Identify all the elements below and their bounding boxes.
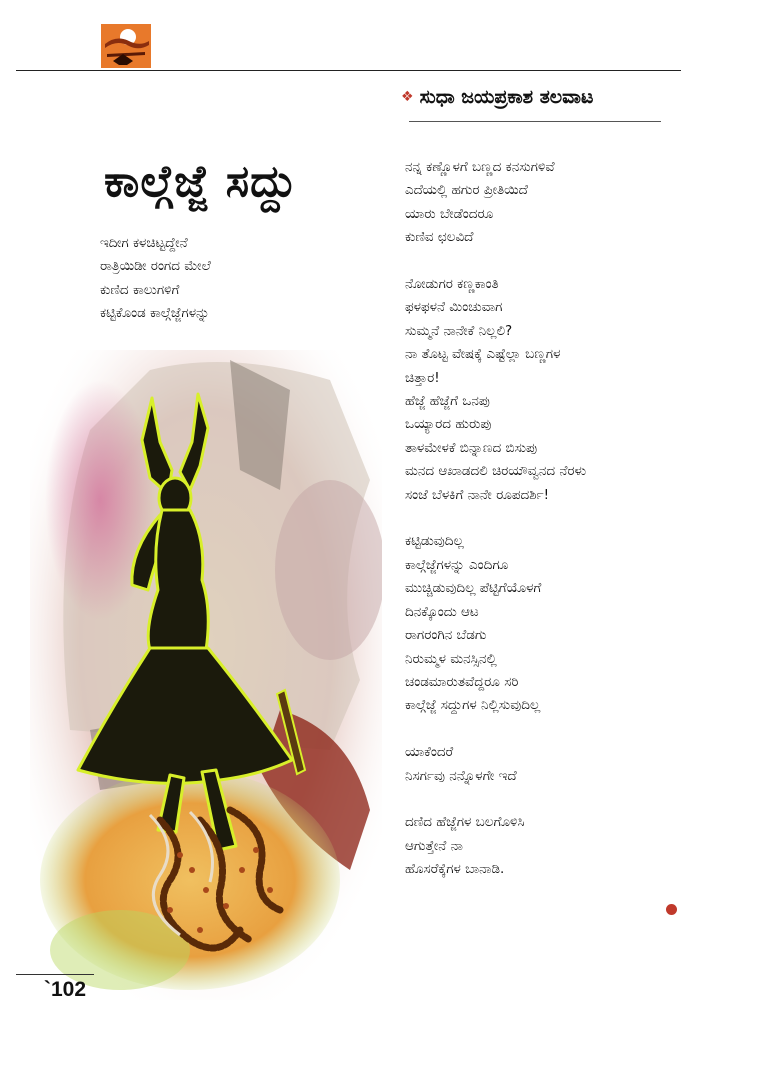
poem-line: ಚಂಡಮಾರುತವೆದ್ದರೂ ಸರಿ [405, 673, 519, 690]
poem-line: ನಾ ತೊಟ್ಟ ವೇಷಕ್ಕೆ ಎಷ್ಟೆಲ್ಲಾ ಬಣ್ಣಗಳ [405, 346, 561, 363]
poem-line: ಆಗುತ್ತೇನೆ ನಾ [405, 837, 463, 854]
poem-line: ರಾಗರಂಗಿನ ಬೆಡಗು [405, 627, 487, 644]
poem-line: ಯಾಕೆಂದರೆ [405, 744, 454, 761]
poem-line: ಕುಣಿವ ಛಲವಿದೆ [405, 229, 474, 246]
end-mark-dot-icon [666, 904, 677, 915]
poem-line: ಹೊಸರೆಕ್ಕೆಗಳ ಬಾನಾಡಿ. [405, 861, 505, 878]
poem-line: ಕಾಲ್ಗೆಜ್ಜೆ ಸದ್ದುಗಳ ನಿಲ್ಲಿಸುವುದಿಲ್ಲ [405, 697, 541, 714]
poem-line: ಒಯ್ಯಾರದ ಹುರುಪು [405, 416, 492, 433]
poem-line: ಇದೀಗ ಕಳಚಿಟ್ಟದ್ದೇನೆ [100, 235, 188, 251]
poem-line: ಕಟ್ಟಿಡುವುದಿಲ್ಲ [405, 533, 464, 550]
page-number-rule [16, 974, 94, 975]
poem-line: ಮುಚ್ಚಿಡುವುದಿಲ್ಲ ಪೆಟ್ಟಿಗೆಯೊಳಗೆ [405, 580, 542, 597]
poem-line: ನನ್ನ ಕಣ್ಣೊಳಗೆ ಬಣ್ಣದ ಕನಸುಗಳಿವೆ [405, 159, 555, 175]
poem-line: ಎದೆಯಲ್ಲಿ ಹಗುರ ಪ್ರೀತಿಯಿದೆ [405, 182, 528, 199]
poem-line: ಹೆಜ್ಜೆ ಹೆಜ್ಜೆಗೆ ಒನಪು [405, 393, 490, 410]
poem-line: ಯಾರು ಬೇಡೆಂದರೂ [405, 205, 494, 222]
poem-line: ತಾಳಮೇಳಕೆ ಬಿನ್ನಾಣದ ಬಿಸುಪು [405, 439, 538, 456]
poem-line: ಚಿತ್ತಾರ! [405, 369, 440, 386]
stanza-break [405, 718, 586, 741]
dancer-illustration [30, 350, 382, 1000]
poem-title: ಕಾಲ್ಗೆಜ್ಜೆ ಸದ್ದು [104, 156, 298, 207]
poem-line: ದಿನಕ್ಕೊಂದು ಆಟ [405, 603, 479, 620]
header-rule [16, 70, 681, 71]
poem-line: ದಣಿದ ಹೆಜ್ಜೆಗಳ ಬಲಗೊಳಿಸಿ [405, 814, 525, 831]
diamond-bullet-icon: ❖ [401, 89, 414, 105]
stanza-break [405, 250, 586, 273]
poem-line: ಕಟ್ಟಿಕೊಂಡ ಕಾಲ್ಗೆಜ್ಜೆಗಳನ್ನು [100, 305, 210, 322]
poem-line: ಕಾಲ್ಗೆಜ್ಜೆಗಳನ್ನು ಎಂದಿಗೂ [405, 556, 509, 573]
poem-line: ಮನದ ಆಖಾಡದಲಿ ಚಿರಯೌವ್ವನದ ನೆರಳು [405, 463, 587, 480]
stanza-break [405, 507, 586, 530]
poem-line: ಕುಣಿದ ಕಾಲುಗಳಿಗೆ [100, 281, 180, 298]
poem-line: ನಿರುಮ್ಮಳ ಮನಸ್ಸಿನಲ್ಲಿ [405, 650, 497, 667]
poem-line: ರಾತ್ರಿಯಿಡೀ ರಂಗದ ಮೇಲೆ [100, 258, 211, 275]
poem-line: ಸಂಜೆ ಬೆಳಕಿಗೆ ನಾನೇ ರೂಪದರ್ಶಿ! [405, 486, 550, 503]
poem-body [405, 156, 586, 882]
poem-intro [100, 232, 211, 326]
author-byline [401, 86, 593, 108]
poem-line: ನೋಡುಗರ ಕಣ್ಣಕಾಂತಿ [405, 276, 499, 293]
magazine-logo-icon [101, 24, 151, 68]
poem-line: ಫಳಫಳನೆ ಮಿಂಚುವಾಗ [405, 299, 503, 316]
poem-line: ಸುಮ್ಮನೆ ನಾನೇಕೆ ನಿಲ್ಲಲಿ? [405, 322, 513, 339]
stanza-break [405, 788, 586, 811]
byline-rule [409, 121, 661, 122]
page-number: `102 [44, 978, 87, 1001]
poem-line: ನಿಸರ್ಗವು ನನ್ನೊಳಗೇ ಇದೆ [405, 767, 517, 784]
author-name: ಸುಧಾ ಜಯಪ್ರಕಾಶ ತಲವಾಟ [419, 86, 594, 108]
